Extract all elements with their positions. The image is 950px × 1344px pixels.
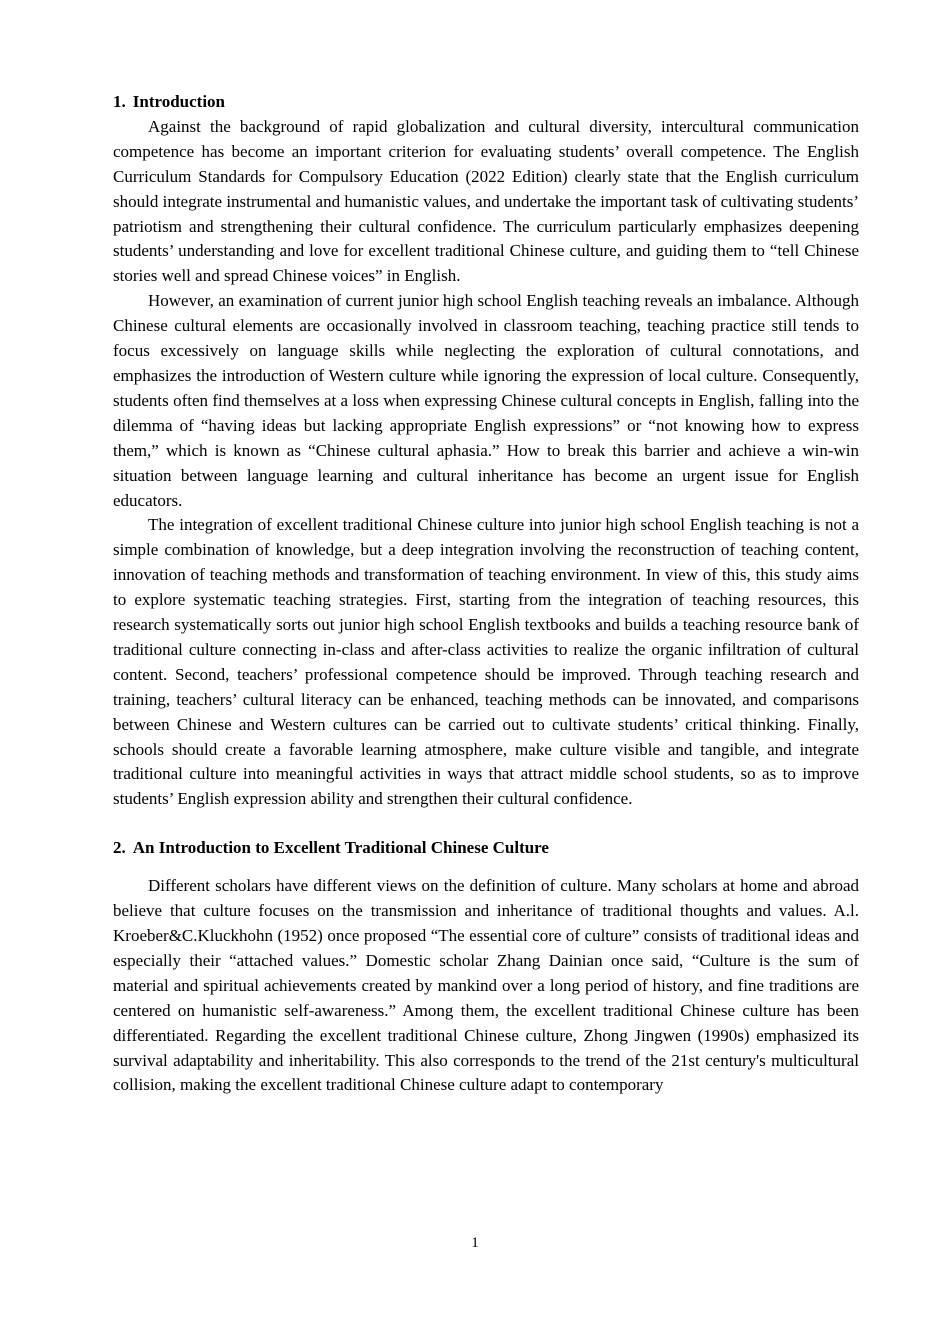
section-heading-traditional-culture	[113, 836, 859, 861]
heading-spacer	[113, 861, 859, 874]
section-number: 2.	[113, 838, 126, 858]
paragraph: However, an examination of current junior high school English teaching reveals an imbalance. Although Chinese cultural elements are occasionally involved in classroom teaching, teaching practice still tends to focus excessively on language skills while neglecting the exploration of cultural connotations, and emphasizes the introduction of Western culture while ignoring the expression of local culture. Consequently, students often find themselves at a loss when expressing Chinese cultural concepts in English, falling into the dilemma of “having ideas but lacking appropriate English expressions” or “not knowing how to express them,” which is known as “Chinese cultural aphasia.” How to break this barrier and achieve a win-win situation between language learning and cultural inheritance has become an urgent issue for English educators.	[113, 291, 859, 510]
section-title: An Introduction to Excellent Traditional Chinese Culture	[132, 838, 549, 858]
section-number: 1.	[113, 92, 126, 111]
paragraph: Against the background of rapid globalization and cultural diversity, intercultural communication competence has become an important criterion for evaluating students’ overall competence. The English Curriculum Standards for Compulsory Education (2022 Edition) clearly state that the English curriculum should integrate instrumental and humanistic values, and undertake the important task of cultivating students’ patriotism and strengthening their cultural confidence. The curriculum particularly emphasizes deepening students’ understanding and love for excellent traditional Chinese culture, and guiding them to “tell Chinese stories well and spread Chinese voices” in English.	[113, 116, 859, 286]
paragraph: Different scholars have different views on the definition of culture. Many scholars at home and abroad believe that culture focuses on the transmission and inheritance of traditional thoughts and values. A.l. Kroeber&C.Kluckhohn (1952) once proposed “The essential core of culture” consists of traditional ideas and especially their “attached values.” Domestic scholar Zhang Dainian once said, “Culture is the sum of material and spiritual achievements created by mankind over a long period of history, and fine traditions are centered on humanistic self-awareness.” Among them, the excellent traditional Chinese culture has been differentiated. Regarding the excellent traditional Chinese culture, Zhong Jingwen (1990s) emphasized its survival adaptability and inheritability. This also corresponds to the trend of the 21st century's multicultural collision, making the excellent traditional Chinese culture adapt to contemporary	[113, 876, 859, 1095]
page-number: 1	[471, 1235, 479, 1251]
section-spacer	[113, 812, 859, 836]
section-heading-introduction	[113, 90, 859, 115]
page-body	[113, 90, 859, 1098]
paragraph: The integration of excellent traditional Chinese culture into junior high school English teaching is not a simple combination of knowledge, but a deep integration involving the reconstruction of teaching content, innovation of teaching methods and transformation of teaching environment. In view of this, this study aims to explore systematic teaching strategies. First, starting from the integration of teaching resources, this research systematically sorts out junior high school English textbooks and builds a teaching resource bank of traditional culture connecting in-class and after-class activities to realize the organic infiltration of cultural content. Second, teachers’ professional competence should be improved. Through teaching research and training, teachers’ cultural literacy can be enhanced, teaching methods can be innovated, and comparisons between Chinese and Western cultures can be carried out to cultivate students’ critical thinking. Finally, schools should create a favorable learning atmosphere, make culture visible and tangible, and integrate traditional culture into meaningful activities in ways that attract middle school students, so as to improve students’ English expression ability and strengthen their cultural confidence.	[113, 515, 859, 809]
section-title: Introduction	[132, 92, 226, 111]
